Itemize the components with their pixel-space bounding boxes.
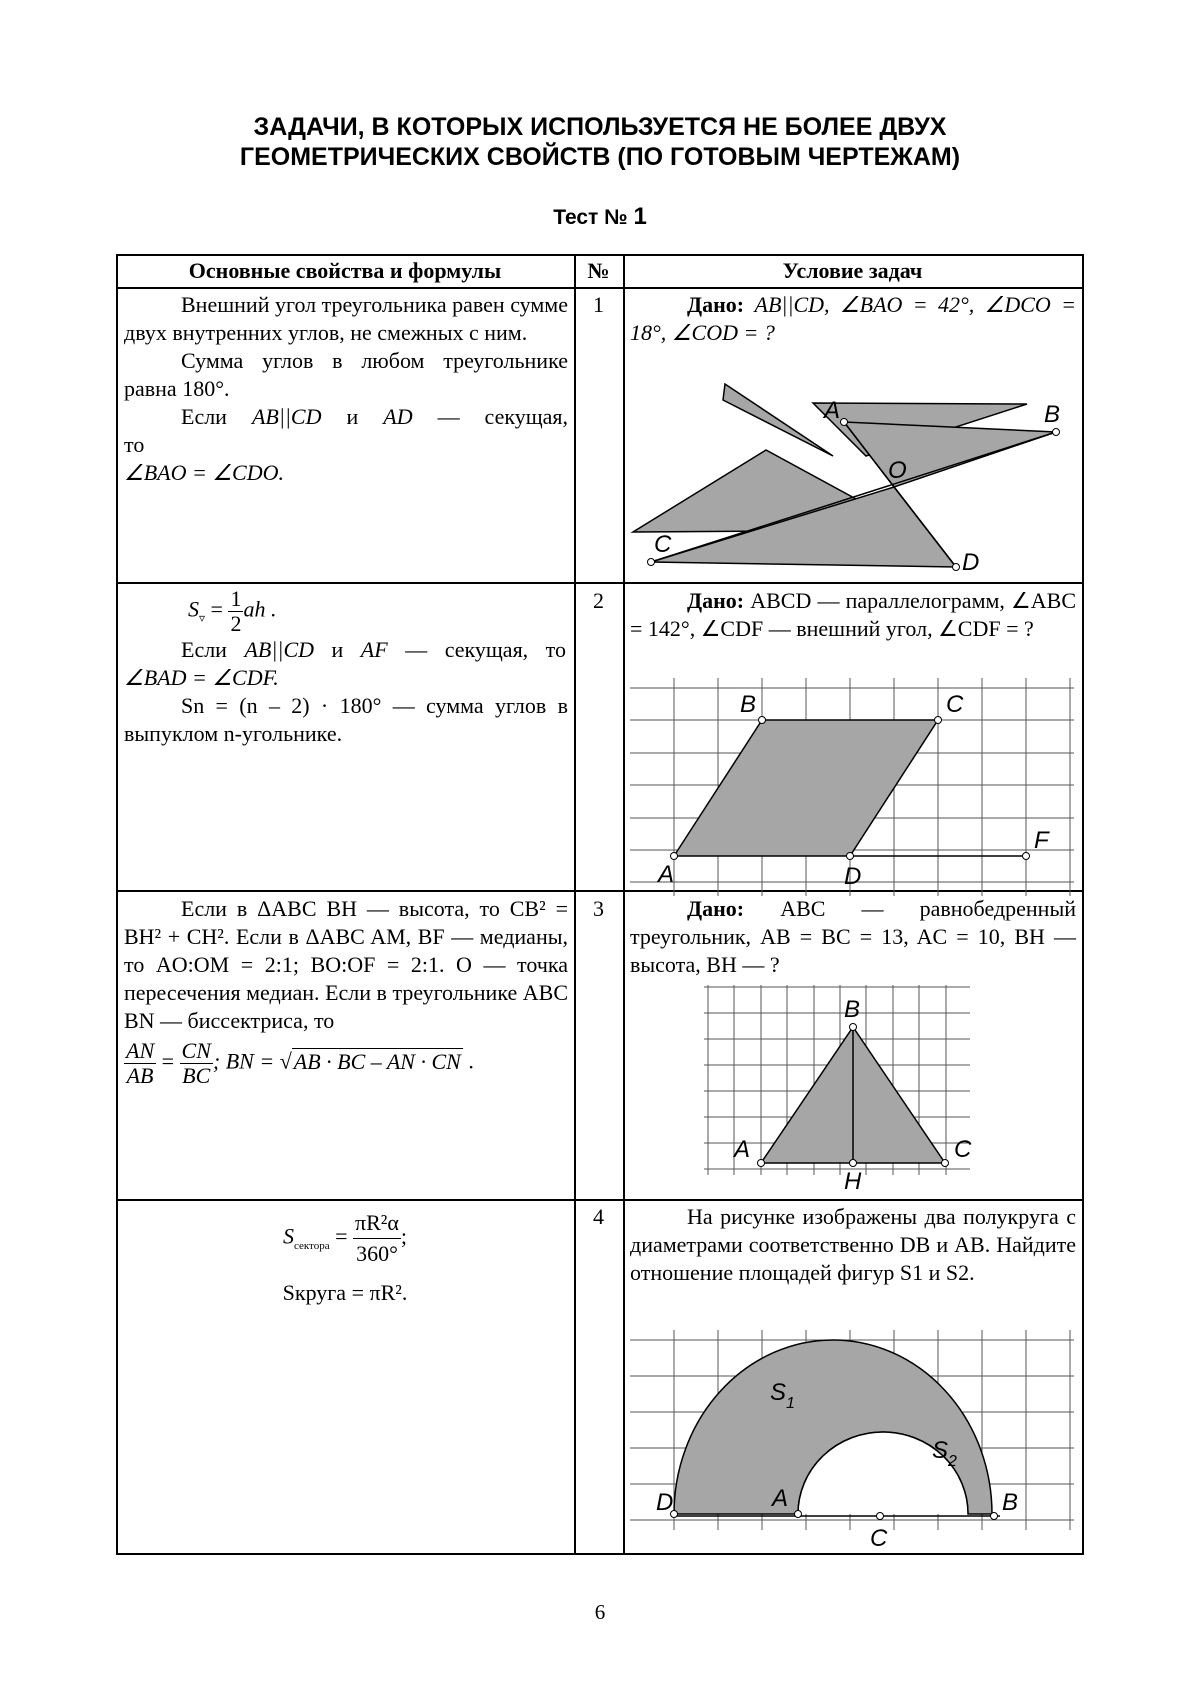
header-properties: Основные свойства и формулы — [188, 258, 502, 283]
row3-properties: Если в ΔABC BH — высота, то CB² = BH² + CH². Если в ΔABC AM, BF — медианы, то AO:OM = 2:1; BO:OF = 2:1. O — точка пересечения медиан. Если в треугольнике ABC BN — биссектриса, то $\frac{AN}{AB}$ = $\frac{CN}{BC}$ ; BN = √AB · BC – AN · CN . — [124, 896, 568, 1088]
title-line-1: ЗАДАЧИ, В КОТОРЫХ ИСПОЛЬЗУЕТСЯ НЕ БОЛЕЕ ДВУХ — [253, 113, 947, 141]
label-S1: $S_1$ — [770, 1379, 795, 1412]
row4-task: На рисунке изображены два полукруга с диаметрами соответственно DB и AB. Найдите отношение площадей фигур S1 и S2. — [630, 1204, 1076, 1285]
row4-properties: $S_{сектора}$ = $\frac{\text{πR²α}}{360^\circ}$ ; Sкруга = πR². — [282, 1210, 408, 1305]
page-title — [0, 112, 1191, 172]
row4-number: 4 — [593, 1204, 604, 1229]
label-A: A — [772, 1485, 789, 1512]
title-line-2: ГЕОМЕТРИЧЕСКИХ СВОЙСТВ (ПО ГОТОВЫМ ЧЕРТЕЖАМ) — [239, 143, 961, 171]
row4-diagram — [630, 1330, 1082, 1552]
label-F: F — [1034, 827, 1049, 854]
row2-diagram — [630, 678, 1082, 896]
row2-number: 2 — [593, 588, 604, 613]
label-D: D — [844, 863, 862, 890]
label-A: A — [734, 1136, 751, 1163]
label-C: C — [946, 691, 964, 718]
row1-properties: Внешний угол треугольника равен сумме двух внутренних углов, не смежных с ним. Сумма углов в любом треугольнике равна 180°. Если AB||CD и AD — секущая, то ∠BAO = ∠CDO. — [124, 292, 569, 485]
row3-number: 3 — [593, 896, 604, 921]
label-C: C — [870, 1525, 888, 1552]
label-B: B — [740, 691, 757, 718]
label-S2: $S_2$ — [932, 1437, 957, 1470]
label-A: A — [658, 861, 675, 888]
test-heading — [0, 203, 1191, 231]
label-C: C — [954, 1136, 972, 1163]
row1-diagram — [624, 390, 1084, 580]
test-label: Тест № — [553, 206, 628, 229]
row3-diagram — [704, 985, 984, 1193]
header-number: № — [587, 258, 610, 283]
label-D: D — [962, 549, 980, 576]
label-B: B — [1044, 401, 1061, 428]
label-B: B — [844, 996, 861, 1023]
label-A: A — [824, 397, 841, 424]
row1-task: Дано: AB||CD, ∠BAO = 42°, ∠DCO = 18°, ∠COD = ? — [630, 292, 1077, 345]
label-O: O — [888, 457, 907, 484]
label-B: B — [1002, 1489, 1019, 1516]
row2-properties: $S_▿$ = $\frac{1}{2}$ ah . Если AB||CD и AF — секущая, то ∠BAD = ∠CDF. Sn = (n – 2) · 180° — сумма углов в выпуклом n-угольнике. — [124, 586, 568, 746]
row2-task: Дано: ABCD — параллелограмм, ∠ABC = 142°, ∠CDF — внешний угол, ∠CDF = ? — [630, 588, 1076, 641]
row1-number: 1 — [593, 292, 604, 317]
label-H: H — [844, 1168, 862, 1193]
test-number: 1 — [633, 203, 647, 230]
label-C: C — [654, 531, 672, 558]
row3-task: Дано: ABC — равнобедренный треугольник, AB = BC = 13, AC = 10, BH — высота, BH — ? — [630, 896, 1076, 977]
page-number: 6 — [594, 1600, 606, 1624]
label-D: D — [656, 1489, 674, 1516]
header-tasks: Условие задач — [782, 258, 923, 283]
